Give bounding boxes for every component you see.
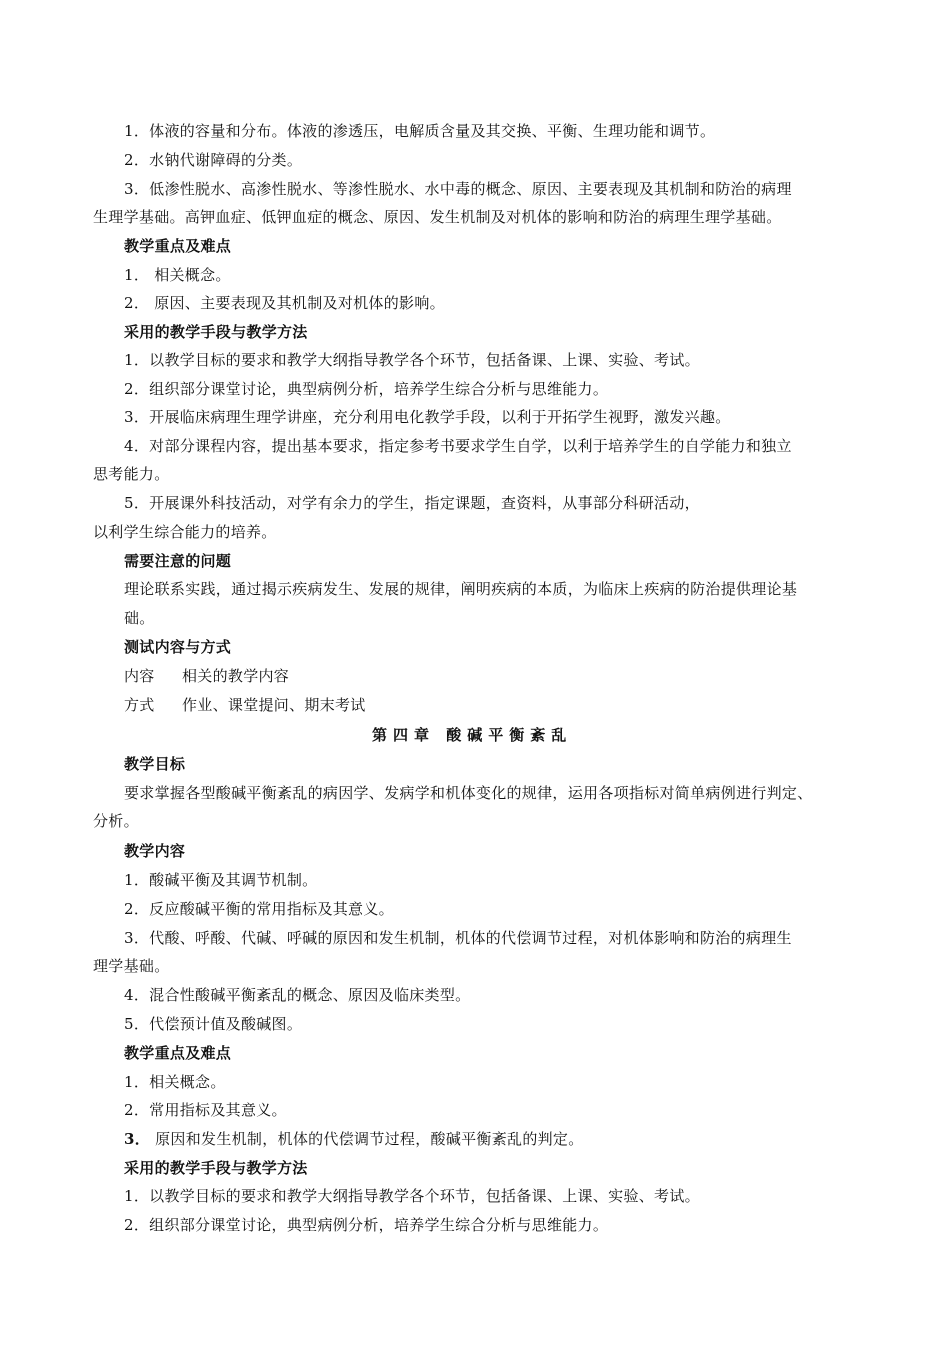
test-method-label: 方式 xyxy=(124,696,155,714)
list-item: 2．常用指标及其意义。 xyxy=(124,1101,287,1119)
section-heading: 需要注意的问题 xyxy=(124,552,232,570)
list-item: 1． 相关概念。 xyxy=(124,266,231,284)
paragraph-line: 2．水钠代谢障碍的分类。 xyxy=(124,151,303,169)
section-heading: 教学目标 xyxy=(124,755,186,773)
section-heading: 测试内容与方式 xyxy=(124,638,232,656)
test-content-label: 内容 xyxy=(124,667,155,685)
list-item: 4．混合性酸碱平衡紊乱的概念、原因及临床类型。 xyxy=(124,986,471,1004)
test-content-value: 相关的教学内容 xyxy=(182,667,290,685)
list-item: 1．酸碱平衡及其调节机制。 xyxy=(124,871,318,889)
list-item: 2． 原因、主要表现及其机制及对机体的影响。 xyxy=(124,294,445,312)
test-method-row xyxy=(124,695,366,715)
paragraph-line: 础。 xyxy=(124,609,155,627)
paragraph-line: 分析。 xyxy=(93,812,139,830)
test-method-value: 作业、课堂提问、期末考试 xyxy=(182,696,366,714)
paragraph-line: 生理学基础。高钾血症、低钾血症的概念、原因、发生机制及对机体的影响和防治的病理生理学基础。 xyxy=(93,208,782,226)
chapter-title: 第四章 酸碱平衡紊乱 xyxy=(372,726,573,744)
list-item-number: 3． xyxy=(124,1130,151,1148)
section-heading: 采用的教学手段与教学方法 xyxy=(124,1159,308,1177)
paragraph-line: 要求掌握各型酸碱平衡紊乱的病因学、发病学和机体变化的规律，运用各项指标对简单病例进行判定、 xyxy=(124,784,813,802)
section-heading: 教学内容 xyxy=(124,842,186,860)
section-heading: 教学重点及难点 xyxy=(124,1044,232,1062)
list-item-text: 原因和发生机制，机体的代偿调节过程，酸碱平衡紊乱的判定。 xyxy=(150,1130,584,1148)
list-item: 3．开展临床病理生理学讲座，充分利用电化教学手段，以利于开拓学生视野，激发兴趣。 xyxy=(124,408,731,426)
section-heading: 教学重点及难点 xyxy=(124,237,232,255)
list-item xyxy=(124,1129,584,1149)
list-item: 理学基础。 xyxy=(93,957,170,975)
list-item: 3．代酸、呼酸、代碱、呼碱的原因和发生机制，机体的代偿调节过程，对机体影响和防治的病理生 xyxy=(124,929,792,947)
list-item: 2．组织部分课堂讨论，典型病例分析，培养学生综合分析与思维能力。 xyxy=(124,1216,609,1234)
paragraph-line: 3．低渗性脱水、高渗性脱水、等渗性脱水、水中毒的概念、原因、主要表现及其机制和防治的病理 xyxy=(124,180,792,198)
list-item: 以利学生综合能力的培养。 xyxy=(93,523,277,541)
paragraph-line: 理论联系实践，通过揭示疾病发生、发展的规律，阐明疾病的本质，为临床上疾病的防治提供理论基 xyxy=(124,580,798,598)
list-item: 1．以教学目标的要求和教学大纲指导教学各个环节，包括备课、上课、实验、考试。 xyxy=(124,1187,700,1205)
list-item: 1．以教学目标的要求和教学大纲指导教学各个环节，包括备课、上课、实验、考试。 xyxy=(124,351,700,369)
list-item: 思考能力。 xyxy=(93,465,170,483)
section-heading: 采用的教学手段与教学方法 xyxy=(124,323,308,341)
list-item: 2．组织部分课堂讨论，典型病例分析，培养学生综合分析与思维能力。 xyxy=(124,380,609,398)
paragraph-line: 1．体液的容量和分布。体液的渗透压，电解质含量及其交换、平衡、生理功能和调节。 xyxy=(124,122,716,140)
list-item: 2．反应酸碱平衡的常用指标及其意义。 xyxy=(124,900,394,918)
test-content-row xyxy=(124,666,289,686)
list-item: 5．开展课外科技活动，对学有余力的学生，指定课题，查资料，从事部分科研活动， xyxy=(124,494,700,512)
list-item: 4．对部分课程内容，提出基本要求，指定参考书要求学生自学，以利于培养学生的自学能力和独立 xyxy=(124,437,792,455)
list-item: 5．代偿预计值及酸碱图。 xyxy=(124,1015,303,1033)
list-item: 1．相关概念。 xyxy=(124,1073,226,1091)
